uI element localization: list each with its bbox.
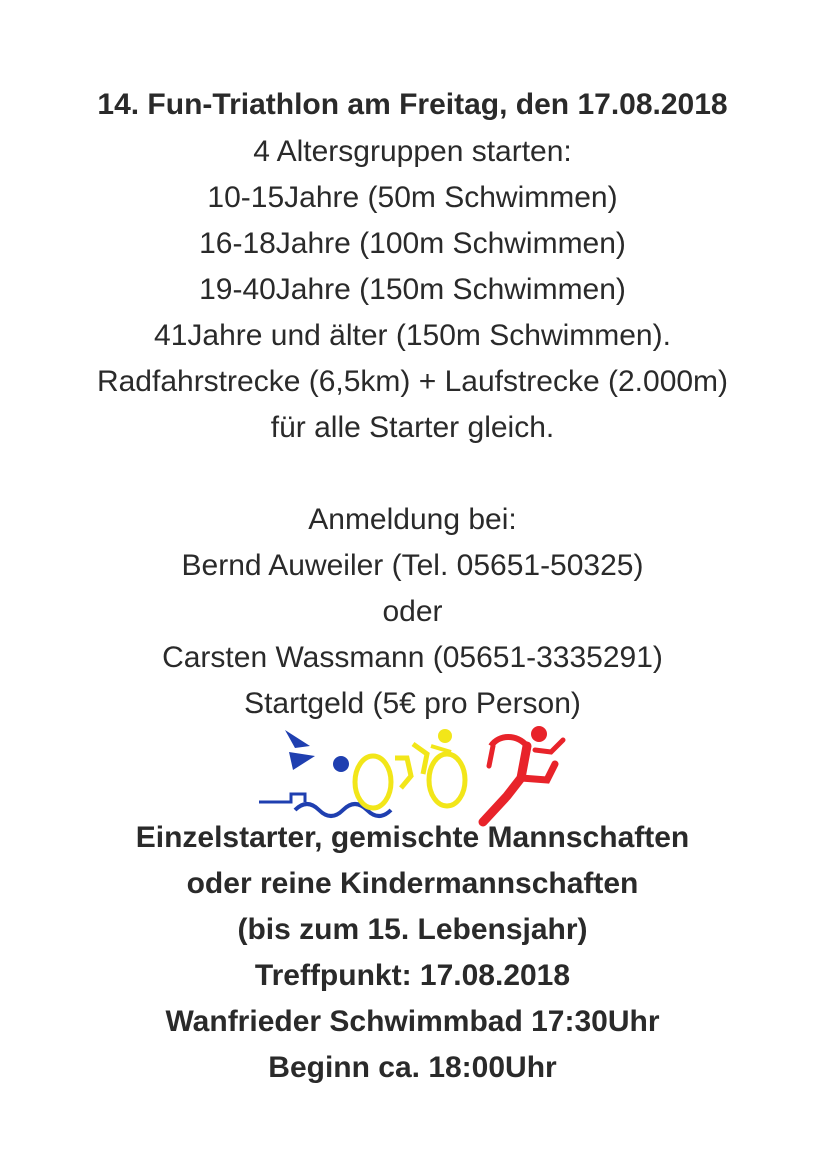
cyclist-icon <box>355 729 465 808</box>
start-time: Beginn ca. 18:00Uhr <box>268 1051 557 1084</box>
registration-label: Anmeldung bei: <box>308 503 517 536</box>
age-limit: (bis zum 15. Lebensjahr) <box>237 913 588 946</box>
age-group-item: 10-15Jahre (50m Schwimmen) <box>207 181 618 214</box>
age-groups-intro: 4 Altersgruppen starten: <box>253 135 572 168</box>
registration-separator: oder <box>382 595 443 628</box>
age-group-item: 16-18Jahre (100m Schwimmen) <box>199 227 626 260</box>
registration-contact: Bernd Auweiler (Tel. 05651-50325) <box>181 549 644 582</box>
entry-fee: Startgeld (5€ pro Person) <box>244 687 581 720</box>
runner-icon <box>483 726 563 822</box>
course-distances: Radfahrstrecke (6,5km) + Laufstrecke (2.000m) <box>96 365 729 398</box>
meeting-point: Treffpunkt: 17.08.2018 <box>254 959 571 992</box>
age-group-item: 19-40Jahre (150m Schwimmen) <box>199 273 626 306</box>
triathlon-logo <box>255 722 570 830</box>
location: Wanfrieder Schwimmbad 17:30Uhr <box>165 1005 660 1038</box>
registration-contact: Carsten Wassmann (05651-3335291) <box>162 641 663 674</box>
participants-info: oder reine Kindermannschaften <box>186 867 639 900</box>
event-title: 14. Fun-Triathlon am Freitag, den 17.08.2018 <box>97 88 728 121</box>
swimmer-icon <box>259 730 391 816</box>
participants-info: Einzelstarter, gemischte Mannschaften <box>135 821 690 854</box>
age-group-item: 41Jahre und älter (150m Schwimmen). <box>154 319 671 352</box>
course-note: für alle Starter gleich. <box>270 411 555 444</box>
